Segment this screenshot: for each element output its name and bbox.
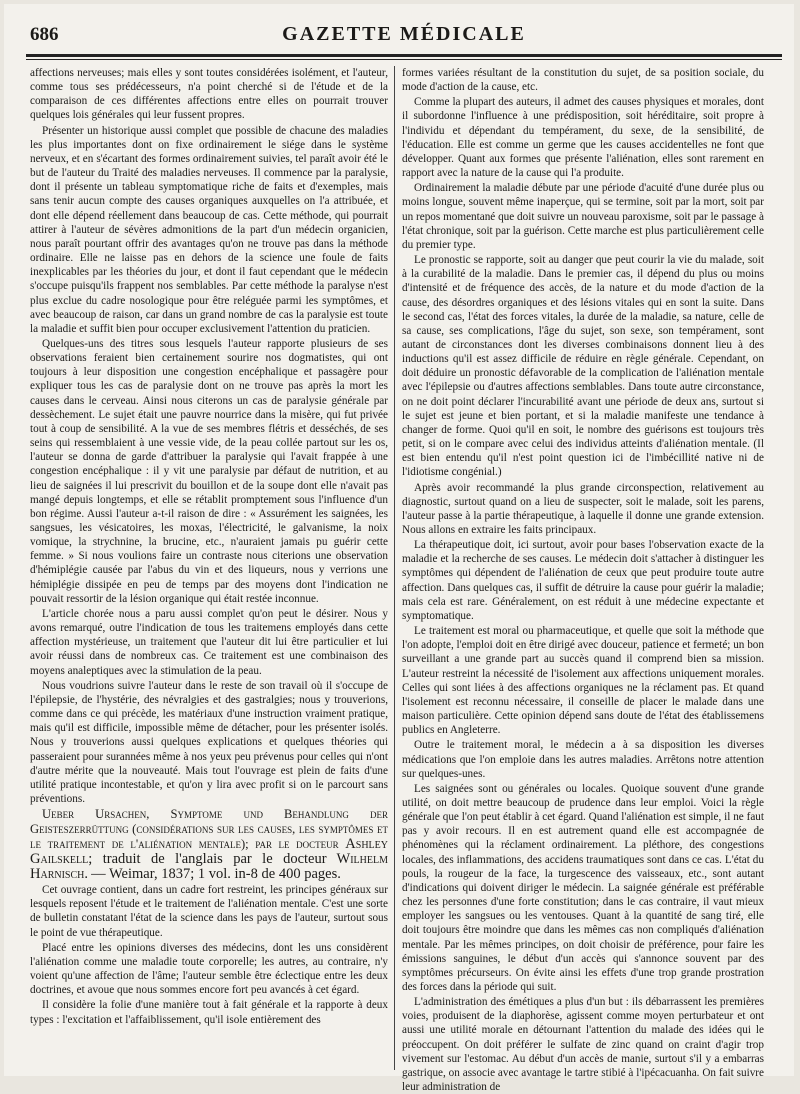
paragraph: Les saignées sont ou générales ou locales. Quoique souvent d'une grande utilité, on doit mettre beaucoup de prudence dans leur emploi. Voici la règle générale que l'on peut établir à cet égard. Quand l'aliénation est simple, il ne faut pas y avoir recours. Il en est autrement quand elle est accompagnée de phénomènes qui la réclament ordinairement. La pléthore, des congestions locales, des inflammations, des accidens traumatiques sont dans ce cas. L'état du pouls, la rougeur de la face, la turgescence des vaisseaux, etc., sont autant d'indications qui doivent diriger le médecin. La saignée générale est préférable chez les personnes d'une forte constitution; dans le cas contraire, il vaut mieux employer les sangsues ou les ventouses. Quant à la quantité de sang tiré, elle doit toujours être moindre que dans les mêmes cas non compliqués d'aliénation mentale. Par les mêmes principes, on doit choisir de préférence, pour faire les émissions sanguines, le début d'un accès qui s'annonce souvent par des symptômes précurseurs. On évite ainsi les effets d'une trop grande prostration des forces dans la période qui suit. xyxy=(402,782,764,993)
paragraph: L'article chorée nous a paru aussi complet qu'on peut le désirer. Nous y avons remarqué, outre l'indication de tous les traitemens employés dans cette affection mystérieuse, un traitement que l'auteur dit lui être particulier et lui avoir réussi dans de nombreux cas. Ce traitement est une combinaison des moyens analeptiques avec la stimulation de la peau. xyxy=(30,607,388,677)
review-imprint: — Weimar, 1837; 1 vol. in-8 de 400 pages. xyxy=(91,866,341,883)
paragraph: Placé entre les opinions diverses des médecins, dont les uns considèrent l'aliénation comme une maladie toute corporelle; les autres, au contraire, n'y voient qu'une affection de l'âme; l'auteur semble être éclectique entre les deux doctrines, et avoue que nous sommes encore fort peu avancés à cet égard. xyxy=(30,941,388,997)
paragraph: Ordinairement la maladie débute par une période d'acuité d'une durée plus ou moins longue, souvent même inaperçue, qui se termine, soit par la mort, soit par un repos momentané que doit suivre un nouveau paroxisme, soit par le passage à l'état chronique, soit par la guérison. Cette marche est plus particulièrement celle du premier type. xyxy=(402,182,764,251)
paragraph: affections nerveuses; mais elles y sont toutes considérées isolément, et l'auteur, comme tous ses prédécesseurs, n'a point cherché si de l'étude et de la comparaison de ces différentes affections entre elles on pourrait trouver quelques lois générales qui leur fussent propres. xyxy=(30,67,388,122)
page-number: 686 xyxy=(30,24,59,45)
paragraph: La thérapeutique doit, ici surtout, avoir pour bases l'observation exacte de la maladie et la recherche de ses causes. Le médecin doit s'attacher à distinguer les symptômes qui dépendent de l'aliénation de ceux que peut produire toute autre affection. Dans quelques cas, il suffit de détruire la cause pour guérir la maladie; mais cela est rare. Généralement, on est réduit à une médecine expectante et symptomatique. xyxy=(402,539,764,622)
review-translator-prefix: ; traduit de l'anglais par le docteur xyxy=(88,851,327,868)
review-author: Ashley Gailskell xyxy=(30,836,388,868)
paragraph: Outre le traitement moral, le médecin a à sa disposition les diverses médications que l'on emploie dans les autres maladies. Arrêtons notre attention sur quelques-unes. xyxy=(402,739,764,780)
right-column xyxy=(402,66,764,1094)
review-german-title: Ueber Ursachen, Symptome und Behandlung der Geisteszerrüttung xyxy=(30,807,388,837)
journal-title: GAZETTE MÉDICALE xyxy=(282,23,526,45)
review-translator: Wilhelm Harnisch. xyxy=(30,851,388,883)
page-header xyxy=(26,22,782,50)
paragraph: Présenter un historique aussi complet que possible de chacune des maladies les plus importantes dont on fixe ordinairement le siége dans le système nerveux, et en s'écartant des formes ordinairement suivies, tel paraît avoir été le but de l'auteur du Traité des maladies nerveuses. Il commence par la paralysie, dont il présente un tableau symptomatique riche de faits et d'exemples, mais sans tenir aucun compte des causes organiques auxquelles on l'a attribuée, et dont elle dépend réellement dans beaucoup de cas. Cette méthode, qui pourrait attirer à l'auteur de sévères admonitions de la part d'un médecin organicien, nous paraît pourtant offrir des avantages qu'on ne trouve pas dans la méthode ordinaire. Elle ne laisse pas en dehors de la science une foule de faits inexplicables par les théories du jour, et dont il faut cependant que le médecin s'occupe puisqu'ils frappent nos semblables. Par cette méthode la paralyse n'est plus exclue du cadre nosologique pour être reléguée parmi les symptômes, et avec beaucoup de raison, car dans un grand nombre de cas la paralysie est toute la maladie et suffit bien pour occuper exclusivement l'attention du praticien. xyxy=(30,124,388,335)
paragraph: Nous voudrions suivre l'auteur dans le reste de son travail où il s'occupe de l'épilepsie, de l'hystérie, des névralgies et des gastralgies; nous y trouverions, comme dans ce qui précède, les matériaux d'une instruction vraiment pratique, mais qu'il est difficile, impossible même de détacher, pour les présenter isolés. Nous y trouverions aussi quelques explications et quelques théories qui passeraient pour surannées même à nos yeux peu prévenus pour celles qui n'ont d'autre mérite que la nouveauté. Mais tout l'ouvrage est plein de faits d'une utilité pratique incontestable, et qu'on y lira avec profit si on le parcourt sans préventions. xyxy=(30,679,388,805)
left-column xyxy=(30,66,388,1070)
review-heading xyxy=(30,807,388,882)
paragraph: Comme la plupart des auteurs, il admet des causes physiques et morales, dont il subordonne l'influence à une prédisposition, soit héréditaire, soit propre à l'individu et dépendant du tempérament, du sexe, de la sensibilité, de l'éducation. Elle est comme un germe que les causes accidentelles ne font que développer. Quant aux formes que présente l'aliénation, elles sont rarement en rapport avec la nature de la cause qui l'a produite. xyxy=(402,96,764,180)
paragraph: Le pronostic se rapporte, soit au danger que peut courir la vie du malade, soit à la curabilité de la maladie. Dans le premier cas, il dépend du plus ou moins d'intensité et de fréquence des accès, de la nature et du mode d'action de la cause, des désordres organiques et des lésions vitales qui en sont la suite. Dans le second cas, l'état des forces vitales, la durée de la maladie, sa nature, celle de sa cause, ses complications, l'âge du sujet, son sexe, son tempérament, sont autant de circonstances dont les diverses combinaisons donnent lieu à des inductions qu'il est assez difficile de réduire en règle générale. Cependant, on doit déduire un pronostic défavorable de la complication de l'aliénation mentale avec l'épilepsie ou d'autres affections semblables. Dans toute autre circonstance, on ne doit point déclarer l'incurabilité avant une période de deux ans, surtout si le sujet est jeune et bien portant, et si la maladie manifeste une tendance à changer de forme. Quoi qu'il en soit, le nombre des guérisons est toujours très petit, si on le compare avec celui des individus atteints d'aliénation mentale. (Il est bien entendu qu'il n'est point question ici de l'imbécillité native ni de l'idiotisme congénial.) xyxy=(402,254,764,479)
paragraph: Cet ouvrage contient, dans un cadre fort restreint, les principes généraux sur lesquels reposent l'étude et le traitement de l'aliénation mentale. C'est une sorte de bulletin constatant l'état de la science dans les pays de l'auteur, surtout sous le point de vue thérapeutique. xyxy=(30,884,388,939)
paragraph: Il considère la folie d'une manière tout à fait générale et la rapporte à deux types : l'excitation et l'affaiblissement, qu'il isole entièrement des xyxy=(30,999,388,1026)
review-subtitle: (considérations sur les causes, les symptômes et le traitement de l'aliénation mentale); par le docteur xyxy=(30,822,388,852)
paragraph: L'administration des émétiques a plus d'un but : ils débarrassent les premières voies, produisent de la diaphorèse, agissent comme moyen perturbateur et ont aussi une utilité morale en détournant l'attention du malade des idées qui le préoccupent. On doit préférer le sulfate de zinc quand on craint d'agir trop vivement sur l'estomac. Au début d'un accès de manie, surtout s'il y a embarras gastrique, on associe avec avantage le tartre stibié à l'ipécacuanha. On fait suivre leur administration de xyxy=(402,996,764,1094)
paragraph: formes variées résultant de la constitution du sujet, de sa position sociale, du mode d'action de la cause, etc. xyxy=(402,67,764,94)
journal-page xyxy=(4,4,794,1094)
paragraph: Le traitement est moral ou pharmaceutique, et quelle que soit la méthode que l'on adopte, l'emploi doit en être dirigé avec douceur, patience et fermeté; un bon surveillant a une grande part au succès quand il comprend bien sa mission. L'auteur restreint la nécessité de l'isolement aux affections uniquement morales. Celles qui sont liées à des affections organiques ne la réclament pas. Et quand l'isolement est reconnu nécessaire, il conseille de placer le malade dans une maison particulière. Cette opinion dépend sans doute de l'état des établissemens publics en Angleterre. xyxy=(402,625,764,737)
header-rule xyxy=(26,54,782,60)
paragraph: Quelques-uns des titres sous lesquels l'auteur rapporte plusieurs de ses observations feraient bien certainement sourire nos dogmatistes, qui ont toujours à leur disposition une congestion encéphalique et passagère pour expliquer tous les cas de paralysie dont on ne trouve pas après la mort les causes dans le cerveau. Ainsi nous citerons un cas de paralysie générale par dessèchement. Le sujet était une pauvre nourrice dans la misère, qui fut privée tout à coup de sensibilité. A la vue de ses membres flétris et desséchés, de ses seins qui ressemblaient à une vessie vide, de la peau collée partout sur les os, l'auteur se donna de garde d'attribuer la paralysie qui l'avait frappée à une congestion encéphalique : il y vit une paralysie par défaut de nutrition, et au lieu de saignées il lui prescrivit du bouillon et de la soupe dont elle n'avait pas mangé depuis longtemps, et elle se rétablit promptement sous l'influence d'un bon régime. Aussi l'auteur a-t-il raison de dire : « Assurément les saignées, les sangsues, les vésicatoires, les moxas, l'électricité, le galvanisme, la noix vomique, la strychnine, la brucine, etc., n'auraient jamais pu guérir cette femme. » Si nous voulions faire un contraste nous citerions une observation d'hémiplégie causée par l'abus du vin et des liqueurs, nous y verrions une hémiplégie dissipée en peu de temps par des moyens dont l'indication ne pouvait ressortir de la lésion organique qui était restée inconnue. xyxy=(30,337,388,605)
column-divider xyxy=(394,66,395,1070)
paragraph: Après avoir recommandé la plus grande circonspection, relativement au diagnostic, surtout quand on a lieu de suspecter, soit le malade, soit les parens, l'auteur passe à la partie thérapeutique, à laquelle il donne une grande extension. Nous allons en extraire les faits principaux. xyxy=(402,481,764,536)
